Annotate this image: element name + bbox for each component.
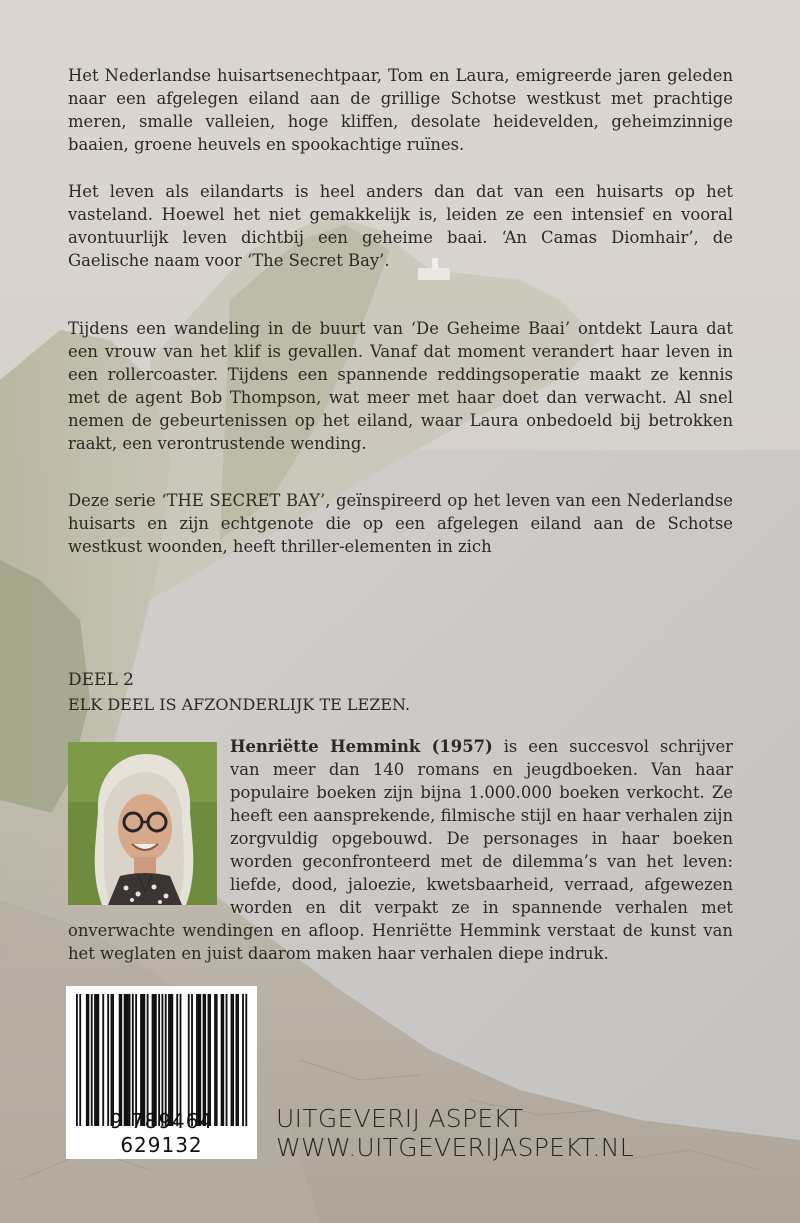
- barcode-bar: [232, 994, 234, 1126]
- barcode-bar: [135, 994, 137, 1126]
- barcode-bar: [132, 994, 134, 1126]
- barcode-bar: [188, 994, 190, 1126]
- barcode-bar: [119, 994, 121, 1126]
- author-bio: [68, 735, 733, 965]
- author-bio-text: is een succesvol schrijver van meer dan 140 romans en jeugdboeken. Van haar populaire boeken zijn bijna 1.000.000 boeken verkocht. Ze heeft een aansprekende, filmische stijl en haar verhalen zijn zorgvuldig opgebouwd. De personages in haar boeken worden geconfronteerd met de dilemma’s van het leven: liefde, dood, jaloezie, kwetsbaarheid, verraad, afgewezen worden en dit verpakt ze in spannende verhalen met onverwachte wendingen en afloop. Henriëtte Hemmink verstaat de kunst van het weglaten en juist daarom maken haar verhalen diepe indruk.: [68, 737, 733, 963]
- barcode-bar: [124, 994, 126, 1126]
- barcode-bar: [168, 994, 170, 1126]
- barcode-bar: [165, 994, 167, 1126]
- barcode-bar: [209, 994, 211, 1126]
- photo-spacer: [68, 735, 230, 903]
- isbn-number: 9 789464 629132: [109, 1109, 214, 1157]
- barcode-bar: [102, 994, 104, 1126]
- barcode-bar: [142, 994, 144, 1126]
- barcode-bar: [231, 994, 233, 1126]
- barcode-bar: [171, 994, 173, 1126]
- barcode-bar: [199, 994, 201, 1126]
- description-paragraph-2: Het leven als eilandarts is heel anders dan dat van een huisarts op het vasteland. Hoewel het niet gemakkelijk is, leiden ze een intensief en vooral avontuurlijk leven dichtbij een geheime baai. ‘An Camas Diomhair’, de Gaelische naam voor ‘The Secret Bay’.: [68, 182, 733, 270]
- description-paragraph-4: Deze serie ‘THE SECRET BAY’, geïnspireerd op het leven van een Nederlandse huisarts en zijn echtgenote die op een afgelegen eiland aan de Schotse westkust woonden, heeft thriller-elementen in zich: [68, 491, 733, 556]
- barcode-bar: [129, 994, 131, 1126]
- barcode-bar: [221, 994, 223, 1126]
- barcode-bar: [155, 994, 157, 1126]
- barcode-bar: [226, 994, 228, 1126]
- barcode-bar: [204, 994, 206, 1126]
- barcode-bar: [91, 994, 93, 1126]
- barcode-bar: [196, 994, 198, 1126]
- barcode-bar: [158, 994, 160, 1126]
- isbn-barcode: [66, 986, 257, 1159]
- barcode-bar: [125, 994, 127, 1126]
- barcode-bar: [176, 994, 178, 1126]
- barcode-bar: [140, 994, 142, 1126]
- barcode-bar: [96, 994, 98, 1126]
- barcode-bar: [97, 994, 99, 1126]
- barcode-bar: [86, 994, 88, 1126]
- description-paragraph-3: Tijdens een wandeling in de buurt van ‘De Geheime Baai’ ontdekt Laura dat een vrouw van het klif is gevallen. Vanaf dat moment verandert haar leven in een rollercoaster. Tijdens een spannende reddingsoperatie maakt ze kennis met de agent Bob Thompson, wat meer met haar doet dan verwacht. Al snel nemen de gebeurtenissen op het eiland, waar Laura onbedoeld bij betrokken raakt, een verontrustende wending.: [68, 319, 733, 453]
- barcode-bar: [79, 994, 81, 1126]
- barcode-bar: [112, 994, 114, 1126]
- barcode-bar: [143, 994, 145, 1126]
- barcode-bar: [208, 994, 210, 1126]
- barcode-bar: [242, 994, 244, 1126]
- barcode-bar: [76, 994, 78, 1126]
- barcode-bar: [152, 994, 154, 1126]
- barcode-bar: [214, 994, 216, 1126]
- barcode-bar: [222, 994, 224, 1126]
- publisher-url[interactable]: WWW.UITGEVERIJASPEKT.NL: [276, 1133, 634, 1162]
- barcode-bar: [170, 994, 172, 1126]
- barcode-bar: [198, 994, 200, 1126]
- description-paragraph-1: Het Nederlandse huisartsenechtpaar, Tom en Laura, emigreerde jaren geleden naar een afgelegen eiland aan de grillige Schotse westkust met prachtige meren, smalle valleien, hoge kliffen, desolate heidevelden, geheimzinnige baaien, groene heuvels en spookachtige ruïnes.: [68, 66, 733, 154]
- barcode-bar: [191, 994, 193, 1126]
- barcode-bar: [107, 994, 109, 1126]
- barcode-bar: [153, 994, 155, 1126]
- author-name: Henriëtte Hemmink (1957): [230, 737, 493, 756]
- barcode-bar: [245, 994, 247, 1126]
- barcode-bar: [111, 994, 113, 1126]
- barcode-bar: [127, 994, 129, 1126]
- barcode-bar: [216, 994, 218, 1126]
- barcode-bar: [120, 994, 122, 1126]
- barcode-bar: [237, 994, 239, 1126]
- volume-note: ELK DEEL IS AFZONDERLIJK TE LEZEN.: [68, 695, 411, 714]
- barcode-bar: [180, 994, 182, 1126]
- barcode-bar: [203, 994, 205, 1126]
- barcode-bar: [235, 994, 237, 1126]
- barcode-bar: [88, 994, 90, 1126]
- publisher-name: UITGEVERIJ ASPEKT: [276, 1104, 524, 1133]
- barcode-bar: [147, 994, 149, 1126]
- volume-number: DEEL 2: [68, 670, 134, 690]
- barcode-bar: [94, 994, 96, 1126]
- barcode-bar: [162, 994, 164, 1126]
